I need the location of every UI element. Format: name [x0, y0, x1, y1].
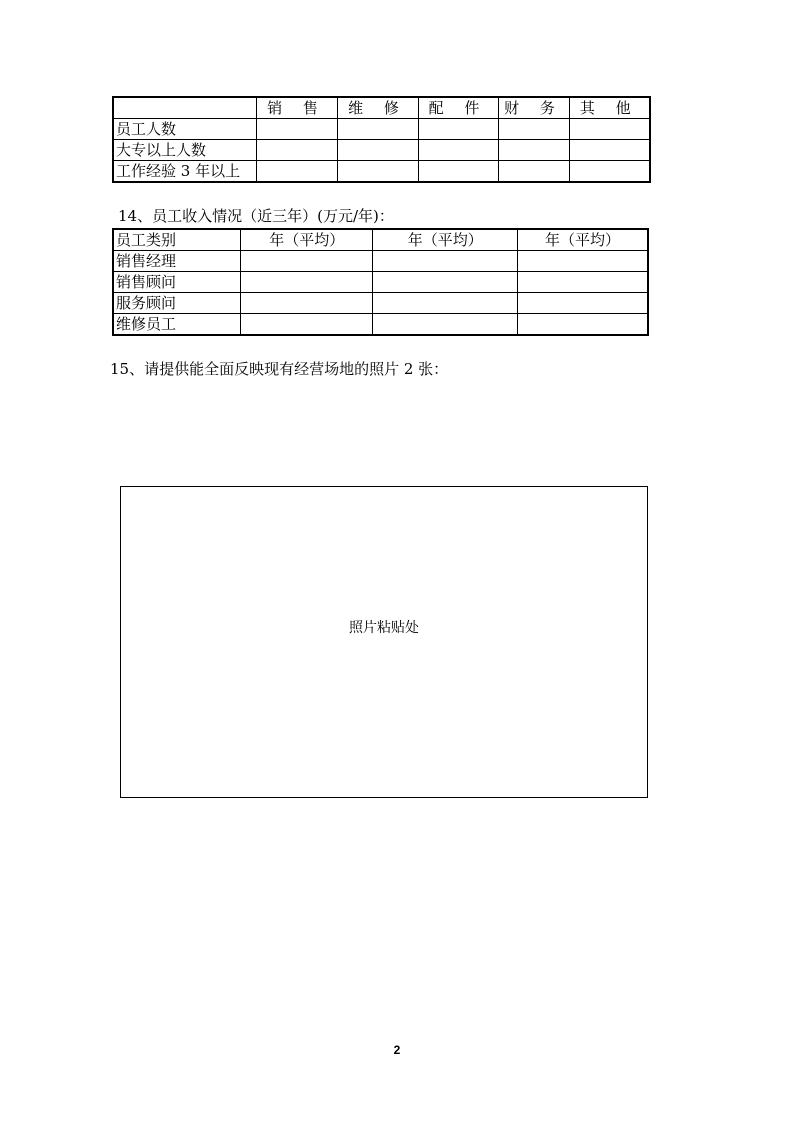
photo-paste-area[interactable] — [120, 486, 648, 798]
header-cell-repair: 维 修 — [337, 97, 418, 119]
page-number: 2 — [393, 1043, 401, 1057]
header-cell-category: 员工类别 — [113, 229, 240, 251]
header-cell-year: 年（平均） — [373, 229, 518, 251]
table-cell[interactable] — [373, 293, 518, 314]
header-cell-finance: 财 务 — [498, 97, 569, 119]
table-row — [113, 293, 648, 314]
header-cell-parts: 配 件 — [418, 97, 498, 119]
table-row — [113, 272, 648, 293]
row-label: 销售经理 — [113, 251, 240, 272]
table-cell[interactable] — [337, 140, 418, 161]
header-cell-sales: 销 售 — [256, 97, 337, 119]
header-cell — [113, 97, 256, 119]
table-header-row — [113, 229, 648, 251]
table-cell[interactable] — [498, 140, 569, 161]
table-row — [113, 119, 650, 140]
row-label: 工作经验 3 年以上 — [113, 161, 256, 183]
table-cell[interactable] — [256, 140, 337, 161]
table-cell[interactable] — [337, 119, 418, 140]
table-cell[interactable] — [517, 272, 648, 293]
table-cell[interactable] — [517, 293, 648, 314]
table-cell[interactable] — [418, 161, 498, 183]
header-cell-year: 年（平均） — [240, 229, 372, 251]
table-row — [113, 251, 648, 272]
table-cell[interactable] — [418, 140, 498, 161]
table-cell[interactable] — [418, 119, 498, 140]
row-label: 服务顾问 — [113, 293, 240, 314]
income-section-heading: 14、员工收入情况（近三年）(万元/年)： — [118, 207, 394, 225]
table-cell[interactable] — [240, 293, 372, 314]
row-label: 维修员工 — [113, 314, 240, 336]
table-cell[interactable] — [569, 140, 650, 161]
photo-placeholder-label: 照片粘贴处 — [349, 620, 419, 636]
table-cell[interactable] — [498, 119, 569, 140]
photo-section-heading: 15、请提供能全面反映现有经营场地的照片 2 张： — [110, 360, 449, 378]
row-label: 大专以上人数 — [113, 140, 256, 161]
header-cell-year: 年（平均） — [517, 229, 648, 251]
table-cell[interactable] — [337, 161, 418, 183]
table-cell[interactable] — [569, 119, 650, 140]
table-cell[interactable] — [240, 251, 372, 272]
table-cell[interactable] — [517, 314, 648, 336]
table-cell[interactable] — [517, 251, 648, 272]
table-header-row — [113, 97, 650, 119]
header-cell-other: 其 他 — [569, 97, 650, 119]
table-row — [113, 140, 650, 161]
table-cell[interactable] — [498, 161, 569, 183]
row-label: 销售顾问 — [113, 272, 240, 293]
table-cell[interactable] — [256, 161, 337, 183]
table-row — [113, 314, 648, 336]
table-row — [113, 161, 650, 183]
table-cell[interactable] — [373, 314, 518, 336]
table-cell[interactable] — [569, 161, 650, 183]
table-cell[interactable] — [373, 251, 518, 272]
table-cell[interactable] — [373, 272, 518, 293]
staff-count-table — [112, 96, 651, 183]
row-label: 员工人数 — [113, 119, 256, 140]
table-cell[interactable] — [240, 314, 372, 336]
table-cell[interactable] — [256, 119, 337, 140]
table-cell[interactable] — [240, 272, 372, 293]
income-table — [112, 228, 649, 336]
